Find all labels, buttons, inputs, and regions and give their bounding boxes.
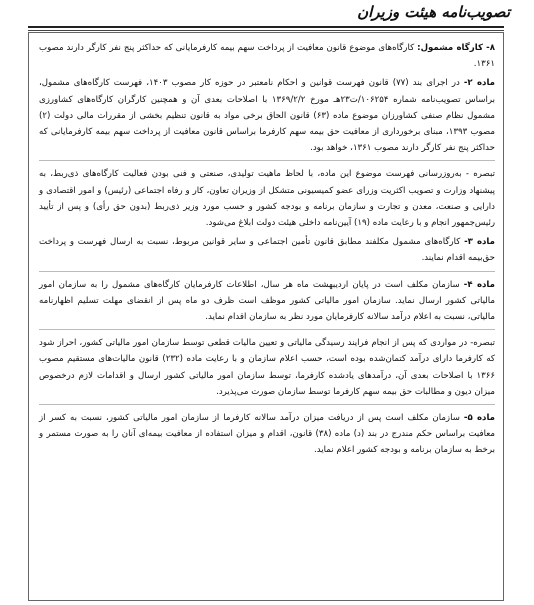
section-divider — [39, 404, 495, 405]
paragraph-label: ماده ۴- — [463, 279, 495, 290]
paragraph-label: تبصره - — [465, 169, 495, 180]
paragraph-text: سازمان مکلف است پس از دریافت میزان درآمد سالانه کارفرما از سازمان امور مالیاتی کشور، نسبت به کسر از معافیت براساس حکم مندرج در بند (د) ماده (۳۸) قانون، اقدام و میزان استفاده از معافیت بیمه‌ای آنان را به صورت مستمر و برخط به سازمان برنامه و بودجه کشور اعلام نماید. — [39, 413, 495, 456]
paragraph-note-1 — [39, 166, 495, 231]
paragraph-text: در مواردی که پس از انجام فرایند رسیدگی مالیاتی و تعیین مالیات قطعی توسط سازمان امور مالیاتی کشور، احراز شود که کارفرما دارای درآمد کتمان‌شده بوده است، حسب اعلام سازمان و با رعایت ماده (۲۳۲) قانون مالیات‌های مستقیم مصوب ۱۳۶۶ با اصلاحات بعدی آن، درآمدهای یادشده کارفرما، توسط سازمان امور مالیاتی کشور ارسال و اقدامات لازم درخصوص میزان دیون و مطالبات حق بیمه سهم کارفرما توسط سازمان صورت می‌پذیرد. — [39, 338, 495, 397]
paragraph-label: ماده ۵- — [463, 413, 495, 424]
paragraph-text: در اجرای بند (۷۷) قانون فهرست قوانین و احکام نامعتبر در حوزه کار مصوب ۱۴۰۳، فهرست کارگاه‌های مشمول، براساس تصویب‌نامه شماره ۱۰۶۲۵۴/ت۲۳هـ مورخ ۱۳۶۹/۲/۲ با اصلاحات بعدی آن و همچنین کارگران کارگاه‌های کشاورزی مشمول نظام صنفی کشاورزان موضوع ماده (۶۳) قانون الحاق برخی مواد به قانون تنظیم بخشی از مقررات مالی دولت (۲) مصوب ۱۳۹۳، مبنای برخورداری از معافیت حق بیمه سهم کارفرما براساس قانون معافیت از پرداخت سهم بیمه کارفرمایانی که حداکثر پنج نفر کارگر دارند مصوب ۱۳۶۱، خواهد بود. — [39, 78, 495, 154]
paragraph-text: به‌روزرسانی فهرست موضوع این ماده، با لحاظ ماهیت تولیدی، صنعتی و فنی بودن فعالیت کارگاه‌های ذی‌ربط، به پیشنهاد وزارت و تصویب اکثریت وزرای عضو کمیسیونی متشکل از وزیران تعاون، کار و رفاه اجتماعی (رئیس) و امور اقتصادی و دارایی و صنعت، معدن و تجارت و سازمان برنامه و بودجه کشور و حسب مورد وزیر ذی‌ربط (بدون حق رأی) و پس از تأیید رئیس‌جمهور انجام و با رعایت ماده (۱۹) آیین‌نامه داخلی هیئت دولت ابلاغ می‌شود. — [39, 169, 495, 229]
section-divider — [39, 329, 495, 330]
paragraph-text: کارگاه‌های موضوع قانون معافیت از پرداخت سهم بیمه کارفرمایانی که حداکثر پنج نفر کارگر دارند مصوب ۱۳۶۱. — [39, 43, 495, 70]
paragraph-label: ۸- کارگاه مشمول: — [417, 43, 495, 53]
paragraph-note-2 — [39, 335, 495, 400]
paragraph-article-2 — [39, 75, 495, 156]
paragraph-article-3 — [39, 234, 495, 266]
page-header — [0, 0, 534, 30]
page-title: تصویب‌نامه هیئت وزیران — [357, 3, 510, 21]
paragraph-clause-8 — [39, 40, 495, 72]
paragraph-label: ماده ۲- — [463, 78, 496, 89]
section-divider — [39, 160, 495, 161]
paragraph-text: کارگاه‌های مشمول مکلفند مطابق قانون تأمین اجتماعی و سایر قوانین مربوط، نسبت به ارسال فهرست و پرداخت حق‌بیمه اقدام نمایند. — [39, 237, 495, 264]
header-rule — [28, 26, 504, 28]
paragraph-label: تبصره- — [470, 338, 495, 349]
paragraph-article-5 — [39, 410, 495, 459]
section-divider — [39, 271, 495, 272]
paragraph-text: سازمان مکلف است در پایان اردیبهشت ماه هر سال، اطلاعات کارفرمایان کارگاه‌های مشمول را به سازمان امور مالیاتی کشور ارسال نماید. سازمان امور مالیاتی کشور موظف است ظرف دو ماه پس از انقضای مهلت تسلیم اظهارنامه مالیاتی، نسبت به اعلام درآمد سالانه کارفرمایان مورد نظر به سازمان اقدام نماید. — [39, 279, 495, 323]
paragraph-label: ماده ۳- — [464, 237, 495, 248]
paragraph-article-4 — [39, 277, 495, 326]
document-body — [28, 32, 504, 601]
